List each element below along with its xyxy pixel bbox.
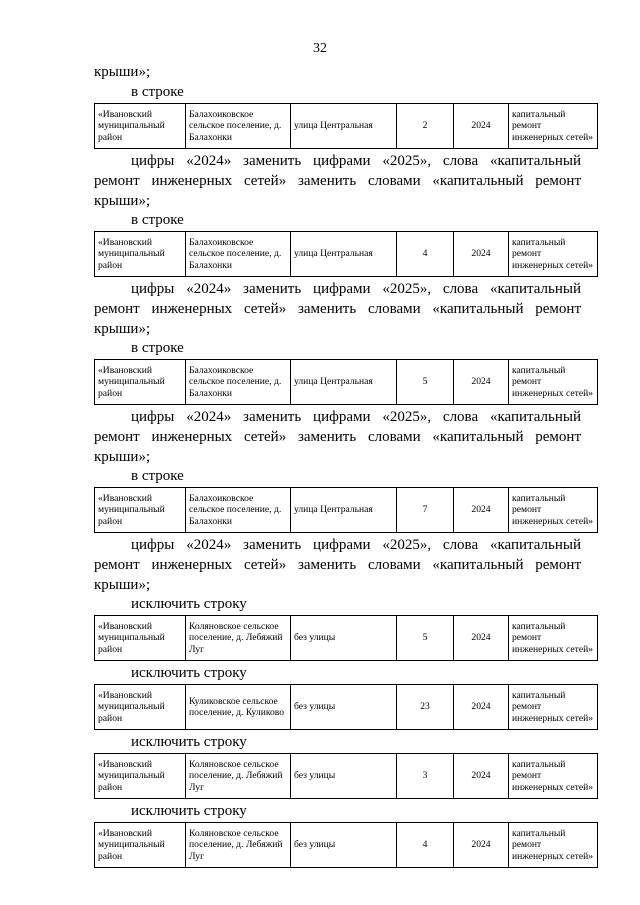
street-cell: улица Центральная xyxy=(291,104,397,149)
work-type-cell: капитальный ремонт инженерных сетей» xyxy=(509,823,598,868)
district-cell: «Ивановский муниципальный район xyxy=(95,488,186,533)
work-type-cell: капитальный ремонт инженерных сетей» xyxy=(509,232,598,277)
settlement-cell: Куликовское сельское поселение, д. Куликово xyxy=(186,685,291,730)
year-cell: 2024 xyxy=(454,823,509,868)
work-type-cell: капитальный ремонт инженерных сетей» xyxy=(509,488,598,533)
house-number-cell: 4 xyxy=(397,823,454,868)
exclude-row-label: исключить строку xyxy=(131,803,247,819)
house-number-cell: 5 xyxy=(397,360,454,405)
street-cell: улица Центральная xyxy=(291,232,397,277)
year-cell: 2024 xyxy=(454,488,509,533)
house-number-cell: 4 xyxy=(397,232,454,277)
work-type-cell: капитальный ремонт инженерных сетей» xyxy=(509,104,598,149)
house-number-cell: 7 xyxy=(397,488,454,533)
district-cell: «Ивановский муниципальный район xyxy=(95,104,186,149)
street-cell: улица Центральная xyxy=(291,360,397,405)
exclude-row-label: исключить строку xyxy=(131,596,247,612)
table-row xyxy=(94,822,598,868)
house-number-cell: 5 xyxy=(397,616,454,661)
page-number: 32 xyxy=(313,41,327,56)
work-type-cell: капитальный ремонт инженерных сетей» xyxy=(509,360,598,405)
work-type-cell: капитальный ремонт инженерных сетей» xyxy=(509,754,598,799)
district-cell: «Ивановский муниципальный район xyxy=(95,754,186,799)
in-row-label: в строке xyxy=(131,340,184,356)
district-cell: «Ивановский муниципальный район xyxy=(95,685,186,730)
exclude-row-label: исключить строку xyxy=(131,665,247,681)
year-cell: 2024 xyxy=(454,616,509,661)
in-row-label: в строке xyxy=(131,84,184,100)
document-body xyxy=(94,62,594,870)
settlement-cell: Коляновское сельское поселение, д. Лебяжий Луг xyxy=(186,616,291,661)
year-cell: 2024 xyxy=(454,104,509,149)
year-cell: 2024 xyxy=(454,685,509,730)
settlement-cell: Балахоиковское сельское поселение, д. Балахонки xyxy=(186,232,291,277)
replace-instruction: цифры «2024» заменить цифрами «2025», слова «капитальный ремонт инженерных сетей» заменить словами «капитальный ремонт крыши»; xyxy=(94,409,581,465)
district-cell: «Ивановский муниципальный район xyxy=(95,823,186,868)
settlement-cell: Балахоиковское сельское поселение, д. Балахонки xyxy=(186,488,291,533)
table-row xyxy=(94,359,598,405)
settlement-cell: Балахоиковское сельское поселение, д. Балахонки xyxy=(186,360,291,405)
street-cell: без улицы xyxy=(291,616,397,661)
exclude-row-label: исключить строку xyxy=(131,734,247,750)
settlement-cell: Балахоиковское сельское поселение, д. Балахонки xyxy=(186,104,291,149)
house-number-cell: 2 xyxy=(397,104,454,149)
street-cell: без улицы xyxy=(291,823,397,868)
table-row xyxy=(94,753,598,799)
work-type-cell: капитальный ремонт инженерных сетей» xyxy=(509,616,598,661)
district-cell: «Ивановский муниципальный район xyxy=(95,360,186,405)
district-cell: «Ивановский муниципальный район xyxy=(95,616,186,661)
year-cell: 2024 xyxy=(454,232,509,277)
intro-text: крыши»; xyxy=(94,64,151,80)
street-cell: улица Центральная xyxy=(291,488,397,533)
settlement-cell: Коляновское сельское поселение, д. Лебяжий Луг xyxy=(186,754,291,799)
table-row xyxy=(94,103,598,149)
year-cell: 2024 xyxy=(454,360,509,405)
table-row xyxy=(94,231,598,277)
table-row xyxy=(94,615,598,661)
house-number-cell: 3 xyxy=(397,754,454,799)
replace-instruction: цифры «2024» заменить цифрами «2025», слова «капитальный ремонт инженерных сетей» заменить словами «капитальный ремонт крыши»; xyxy=(94,537,581,593)
house-number-cell: 23 xyxy=(397,685,454,730)
work-type-cell: капитальный ремонт инженерных сетей» xyxy=(509,685,598,730)
table-row xyxy=(94,487,598,533)
replace-instruction: цифры «2024» заменить цифрами «2025», слова «капитальный ремонт инженерных сетей» заменить словами «капитальный ремонт крыши»; xyxy=(94,153,581,209)
in-row-label: в строке xyxy=(131,468,184,484)
in-row-label: в строке xyxy=(131,212,184,228)
replace-instruction: цифры «2024» заменить цифрами «2025», слова «капитальный ремонт инженерных сетей» заменить словами «капитальный ремонт крыши»; xyxy=(94,281,581,337)
settlement-cell: Коляновское сельское поселение, д. Лебяжий Луг xyxy=(186,823,291,868)
street-cell: без улицы xyxy=(291,754,397,799)
table-row xyxy=(94,684,598,730)
district-cell: «Ивановский муниципальный район xyxy=(95,232,186,277)
year-cell: 2024 xyxy=(454,754,509,799)
street-cell: без улицы xyxy=(291,685,397,730)
